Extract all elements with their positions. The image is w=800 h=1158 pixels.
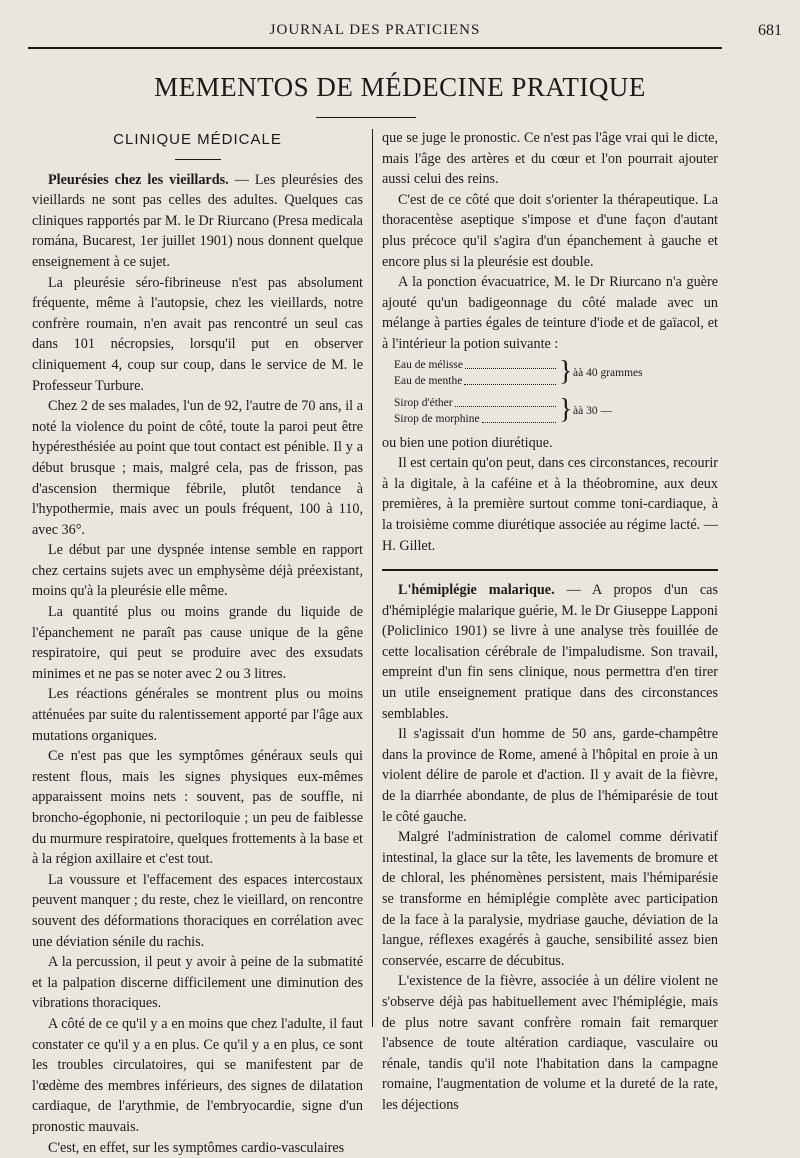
column-divider — [372, 129, 373, 1027]
paragraph: Chez 2 de ses malades, l'un de 92, l'autre de 70 ans, il a noté la violence du point de côté, toute la paroi peut être hypéresthésiée au point que tout contact est pénible. Il y a début brusque ; mais, malgré cela, pas de frisson, pas d'ascension thermique fébrile, plutôt tendance à l'hypothermie, mais avec un pouls fréquent, 100 à 110, avec 36°. — [32, 396, 363, 540]
section-heading: CLINIQUE MÉDICALE — [32, 130, 363, 151]
quantity: àà 30 — — [571, 395, 612, 427]
ingredient: Sirop d'éther — [394, 395, 453, 411]
paragraph: La pleurésie séro-fibrineuse n'est pas absolument fréquente, même à l'autopsie, chez les vieillards, notre confrère roumain, n'en avait pas rencontré un seul cas dans 101 nécropsies, lorsqu'il put en observer cliniquement 4, coup sur coup, dans le service de M. le Professeur Turbure. — [32, 273, 363, 397]
right-column — [382, 128, 718, 1116]
paragraph: que se juge le pronostic. Ce n'est pas l'âge vrai qui le dicte, mais l'âge des artères et du cœur et l'on pourrait ajouter aussi celui des reins. — [382, 128, 718, 190]
paragraph: A la ponction évacuatrice, M. le Dr Riurcano n'a guère ajouté qu'un badigeonnage du côté malade avec un mélange à parties égales de teinture d'iode et de gaïacol, et à l'intérieur la potion suivante : — [382, 272, 718, 354]
brace: } — [559, 357, 571, 389]
paragraph: Le début par une dyspnée intense semble en rapport chez certains sujets avec un emphysème déjà préexistant, moins qu'à la pleurésie elle même. — [32, 540, 363, 602]
article-intro-text: — A propos d'un cas d'hémiplégie malarique guérie, M. le Dr Giuseppe Lapponi (Policlinico 1901) se livre à une analyse très fouillée de cette localisation cérébrale de l'impaludisme. Son travail, empreint d'un fin sens clinique, nous permettra d'en tirer un utile enseignement pratique dans des circonstances semblables. — [382, 582, 718, 722]
paragraph: Les réactions générales se montrent plus ou moins atténuées par suite du ralentissement apporté par l'âge aux mutations organiques. — [32, 684, 363, 746]
article-title: Pleurésies chez les vieillards. — [48, 172, 229, 188]
paragraph: ou bien une potion diurétique. — [382, 433, 718, 454]
article-intro — [32, 170, 363, 273]
paragraph: Ce n'est pas que les symptômes généraux seuls qui restent flous, mais les signes physiques eux-mêmes apparaissent moins nets : souvent, pas de souffle, ni broncho-égophonie, ni pectoriloquie ; un peu de faiblesse du murmure respiratoire, quelques frottements à la base et à la région axillaire et c'est tout. — [32, 746, 363, 870]
paragraph: L'existence de la fièvre, associée à un délire violent ne s'observe déjà pas habituellement avec l'hémiplégie, mais de plus notre savant confrère romain fait remarquer l'absence de toute altération cardiaque, vasculaire ou rénale, tandis qu'il note l'habitation dans la campagne romaine, l'augmentation de volume et la dureté de la rate, les déjections — [382, 971, 718, 1115]
paragraph: Il est certain qu'on peut, dans ces circonstances, recourir à la digitale, à la caféine et à la théobromine, aux deux premières, à la première surtout comme toni-cardiaque, à la troisième comme diurétique associée au régime lacté. — H. Gillet. — [382, 453, 718, 556]
article-intro — [382, 580, 718, 724]
paragraph: La voussure et l'effacement des espaces intercostaux peuvent manquer ; du reste, chez le vieillard, on rencontre souvent des déformations thoraciques en corrélation avec une déviation sénile du rachis. — [32, 870, 363, 952]
paragraph: C'est, en effet, sur les symptômes cardio-vasculaires — [32, 1138, 363, 1158]
page-title: MEMENTOS DE MÉDECINE PRATIQUE — [0, 72, 800, 103]
formula-group — [394, 357, 718, 389]
quantity: àà 40 grammes — [571, 357, 643, 389]
page-number: 681 — [758, 22, 782, 40]
title-rule — [316, 117, 416, 118]
ingredient: Eau de menthe — [394, 373, 462, 389]
header-rule — [28, 47, 722, 49]
paragraph: A la percussion, il peut y avoir à peine de la submatité et la palpation discerne difficilement une diminution des vibrations thoraciques. — [32, 952, 363, 1014]
article-separator — [382, 569, 718, 571]
section-rule — [175, 159, 221, 160]
paragraph: A côté de ce qu'il y a en moins que chez l'adulte, il faut constater ce qu'il y a en plus. Ce qu'il y a en plus, ce sont les troubles circulatoires, qui se manifestent par de l'œdème des membres inférieurs, des signes de dilatation cardiaque, de l'arythmie, de l'embryocardie, signe d'un pronostic mauvais. — [32, 1014, 363, 1138]
paragraph: C'est de ce côté que doit s'orienter la thérapeutique. La thoracentèse aseptique s'impose et d'une façon d'autant plus précoce qu'il s'agira d'un épanchement à gauche et encore plus si la pleurésie est double. — [382, 190, 718, 272]
ingredient: Sirop de morphine — [394, 411, 480, 427]
prescription-formula — [382, 357, 718, 427]
running-head — [28, 20, 722, 44]
paragraph: Malgré l'administration de calomel comme dérivatif intestinal, la glace sur la tête, les lavements de bromure et de chloral, les phénomènes persistent, mais l'hémiparésie se transforme en hémiplégie complète avec participation de la face à la paralysie, mydriase gauche, déviation de la langue, réflexes exagérés à gauche, sensibilité assez bien conservée, escarre de décubitus. — [382, 827, 718, 971]
formula-group — [394, 395, 718, 427]
paragraph: La quantité plus ou moins grande du liquide de l'épanchement ne paraît pas cause unique de la gêne respiratoire, qui peut se produire avec des exsudats minimes et ne pas se noter avec 2 ou 3 litres. — [32, 602, 363, 684]
journal-name: JOURNAL DES PRATICIENS — [28, 22, 722, 39]
ingredient: Eau de mélisse — [394, 357, 463, 373]
article-intro-text: — Les pleurésies des vieillards ne sont pas celles des adultes. Quelques cas cliniques rapportés par M. le Dr Riurcano (Presa medicala romána, Bucarest, 1er juillet 1901) nous donnent quelque enseignement à ce sujet. — [32, 172, 363, 270]
paragraph: Il s'agissait d'un homme de 50 ans, garde-champêtre dans la province de Rome, amené à l'hôpital en proie à un violent délire de parole et d'action. Il y avait de la fièvre, de la diarrhée abondante, de plus de l'hémiparésie de tout le côté gauche. — [382, 724, 718, 827]
brace: } — [559, 395, 571, 427]
left-column — [32, 128, 363, 1158]
article-title: L'hémiplégie malarique. — [398, 582, 555, 598]
